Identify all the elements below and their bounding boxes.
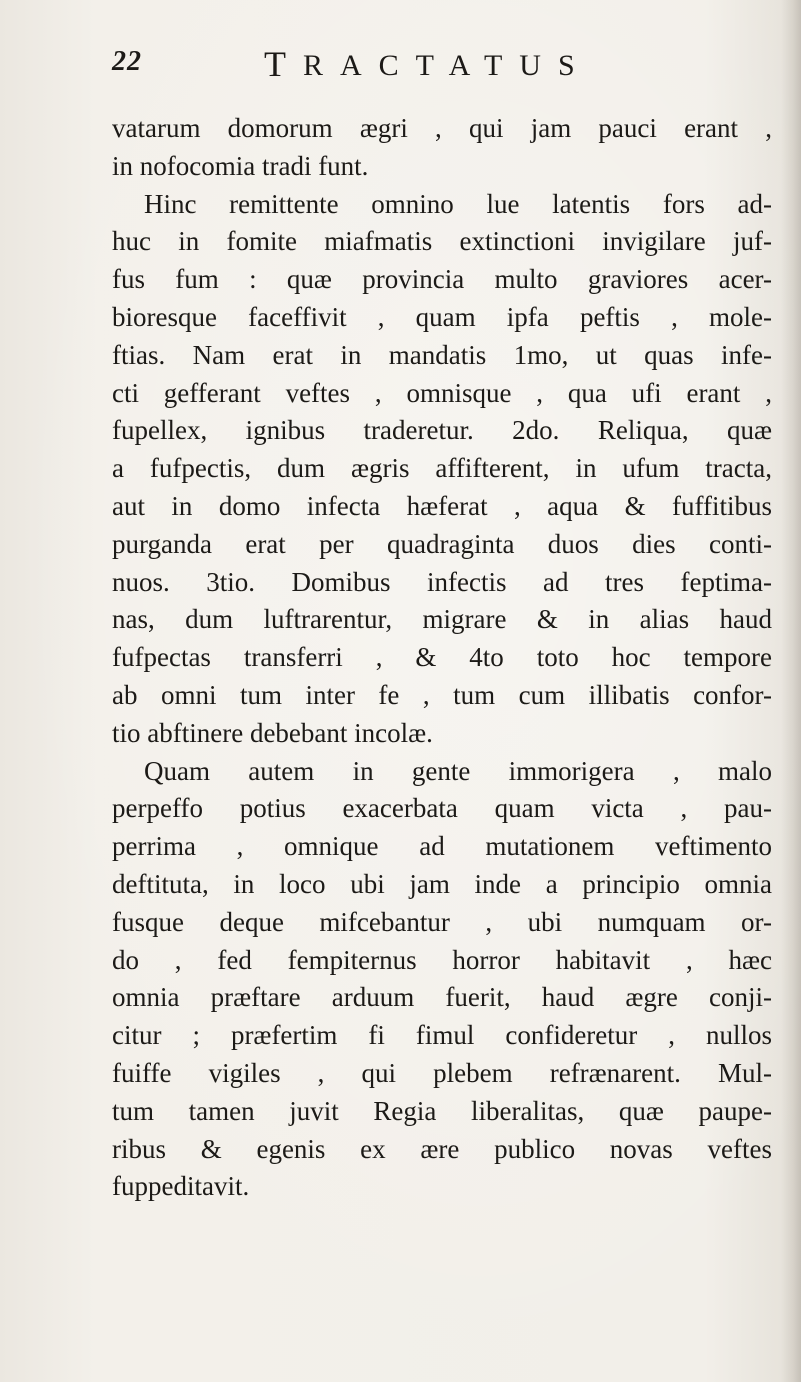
text-line: purganda erat per quadraginta duos dies conti- (112, 528, 772, 559)
text-line: ribus & egenis ex ære publico novas veftes (112, 1133, 772, 1164)
body-text (112, 110, 772, 1206)
text-line: fuppeditavit. (112, 1171, 250, 1202)
text-line: Quam autem in gente immorigera , malo (144, 755, 772, 786)
text-line: huc in fomite miafmatis extinctioni invigilare juf- (112, 226, 772, 257)
text-line: do , fed fempiternus horror habitavit , hæc (112, 944, 772, 975)
text-line: citur ; præfertim fi fimul confideretur , nullos (112, 1020, 772, 1051)
text-line: in nofocomia tradi funt. (112, 150, 369, 181)
text-line: omnia præftare arduum fuerit, haud ægre conji- (112, 982, 772, 1013)
text-line: nuos. 3tio. Domibus infectis ad tres feptima- (112, 566, 772, 597)
text-line: vatarum domorum ægri , qui jam pauci erant , (112, 113, 772, 143)
text-line: fufpectas transferri , & 4to toto hoc tempore (112, 642, 772, 673)
text-line: fusque deque mifcebantur , ubi numquam or- (112, 906, 772, 937)
text-line: deftituta, in loco ubi jam inde a principio omnia (112, 868, 772, 899)
text-line: perpeffo potius exacerbata quam victa , pau- (112, 793, 772, 824)
text-line: fus fum : quæ provincia multo graviores acer- (112, 264, 772, 295)
text-line: tio abftinere debebant incolæ. (112, 717, 433, 748)
text-line: nas, dum luftrarentur, migrare & in alias haud (112, 604, 772, 635)
running-title-initial: T (264, 44, 303, 84)
text-line: a fufpectis, dum ægris affifterent, in ufum tracta, (112, 453, 772, 484)
text-line: ftias. Nam erat in mandatis 1mo, ut quas infe- (112, 339, 772, 370)
text-line: Hinc remittente omnino lue latentis fors ad- (144, 188, 772, 219)
page-header (112, 42, 672, 82)
text-line: ab omni tum inter fe , tum cum illibatis confor- (112, 679, 772, 710)
text-line: tum tamen juvit Regia liberalitas, quæ paupe- (112, 1095, 772, 1126)
page-number: 22 (112, 46, 142, 77)
page-binding-shadow (781, 0, 801, 1382)
text-line: cti gefferant veftes , omnisque , qua ufi erant , (112, 377, 772, 408)
text-line: fuiffe vigiles , qui plebem refrænarent. Mul- (112, 1057, 772, 1088)
text-line: aut in domo infecta hæferat , aqua & fuffitibus (112, 490, 772, 521)
running-title-rest: RACTATUS (303, 49, 592, 82)
text-line: fupellex, ignibus traderetur. 2do. Reliqua, quæ (112, 415, 772, 446)
text-line: perrima , omnique ad mutationem veftimento (112, 831, 772, 862)
text-line: bioresque faceffivit , quam ipfa peftis , mole- (112, 301, 772, 332)
running-title (264, 42, 592, 84)
